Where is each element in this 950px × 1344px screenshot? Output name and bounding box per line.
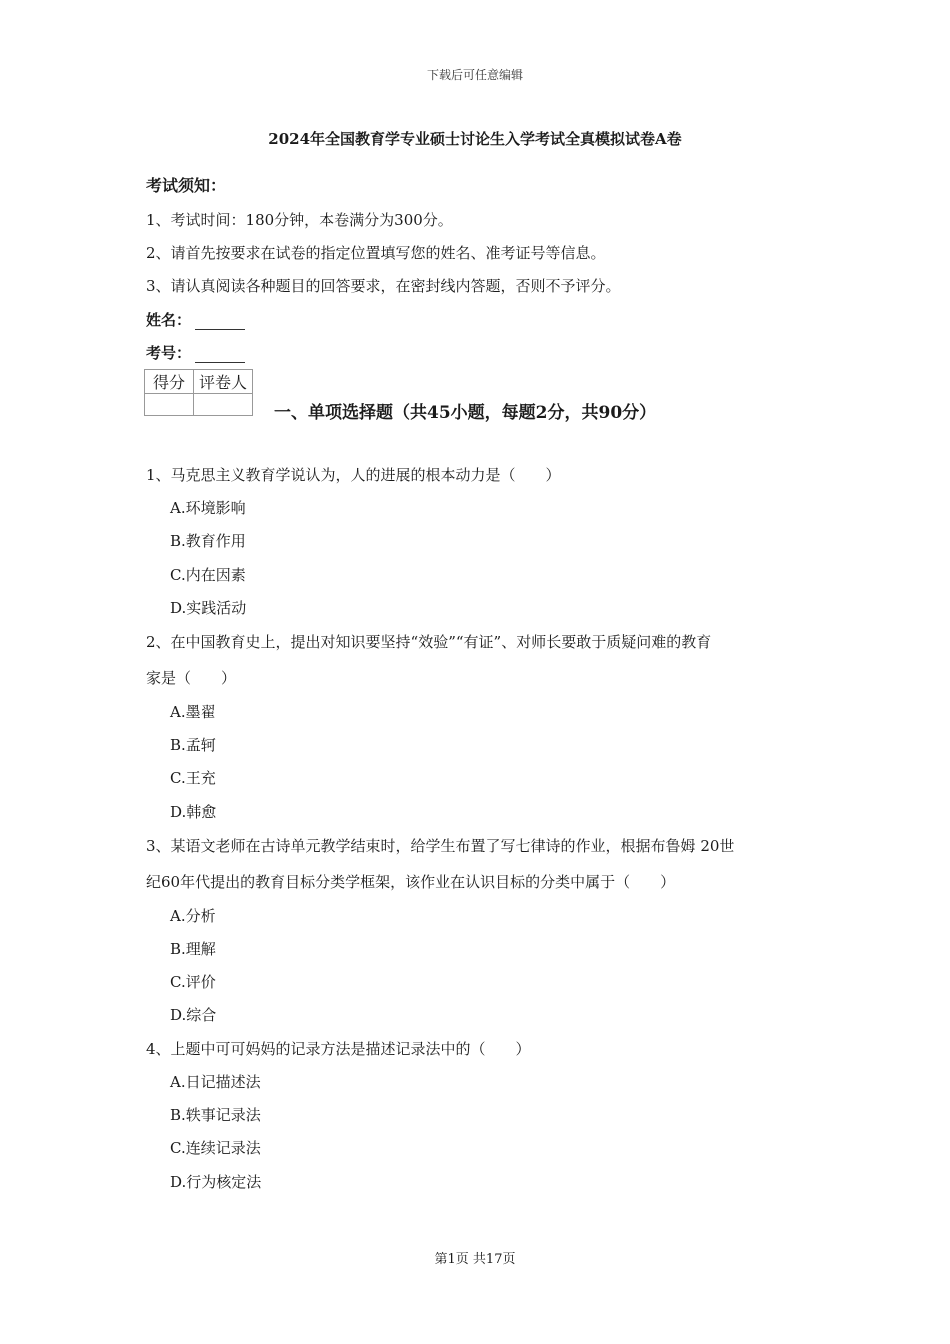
option: A.墨翟 — [170, 703, 216, 721]
grader-header: 评卷人 — [194, 370, 253, 394]
option: B.孟轲 — [170, 736, 216, 754]
score-header: 得分 — [145, 370, 194, 394]
notice-item: 3、请认真阅读各种题目的回答要求，在密封线内答题，否则不予评分。 — [146, 277, 621, 295]
name-label: 姓名： — [146, 311, 192, 329]
option: A.环境影响 — [170, 499, 246, 517]
name-blank[interactable] — [195, 315, 245, 330]
number-blank[interactable] — [195, 348, 245, 363]
section-title: 一、单项选择题（共45小题，每题2分，共90分） — [274, 403, 657, 423]
option: A.日记描述法 — [170, 1073, 261, 1091]
notice-item: 2、请首先按要求在试卷的指定位置填写您的姓名、准考证号等信息。 — [146, 244, 606, 262]
option: C.王充 — [170, 769, 216, 787]
option: D.行为核定法 — [170, 1173, 262, 1191]
option: B.教育作用 — [170, 532, 246, 550]
question-text: 2、在中国教育史上，提出对知识要坚持“效验”“有证”、对师长要敢于质疑问难的教育 — [146, 633, 712, 651]
question-text-cont: 纪60年代提出的教育目标分类学框架，该作业在认识目标的分类中属于（ ） — [146, 873, 676, 891]
question-text: 4、上题中可可妈妈的记录方法是描述记录法中的（ ） — [146, 1040, 531, 1058]
notice-heading: 考试须知： — [146, 176, 227, 195]
notice-item: 1、考试时间：180分钟，本卷满分为300分。 — [146, 211, 453, 229]
name-field — [146, 309, 245, 330]
option: C.内在因素 — [170, 566, 246, 584]
option: C.连续记录法 — [170, 1139, 261, 1157]
number-label: 考号： — [146, 344, 192, 362]
question-text: 1、马克思主义教育学说认为，人的进展的根本动力是（ ） — [146, 466, 561, 484]
question-text: 3、某语文老师在古诗单元教学结束时，给学生布置了写七律诗的作业，根据布鲁姆 20世 — [146, 837, 735, 855]
download-note: 下载后可任意编辑 — [426, 68, 523, 82]
grader-cell[interactable] — [194, 394, 253, 416]
option: C.评价 — [170, 973, 216, 991]
exam-title: 2024年全国教育学专业硕士讨论生入学考试全真模拟试卷A卷 — [268, 130, 682, 148]
question-text-cont: 家是（ ） — [146, 669, 237, 687]
score-cell[interactable] — [145, 394, 194, 416]
option: D.综合 — [170, 1006, 217, 1024]
option: D.韩愈 — [170, 803, 217, 821]
page-number: 第1页 共17页 — [434, 1252, 516, 1267]
option: B.轶事记录法 — [170, 1106, 261, 1124]
score-table — [144, 369, 253, 416]
number-field — [146, 342, 245, 363]
option: A.分析 — [170, 907, 216, 925]
option: D.实践活动 — [170, 599, 247, 617]
option: B.理解 — [170, 940, 216, 958]
